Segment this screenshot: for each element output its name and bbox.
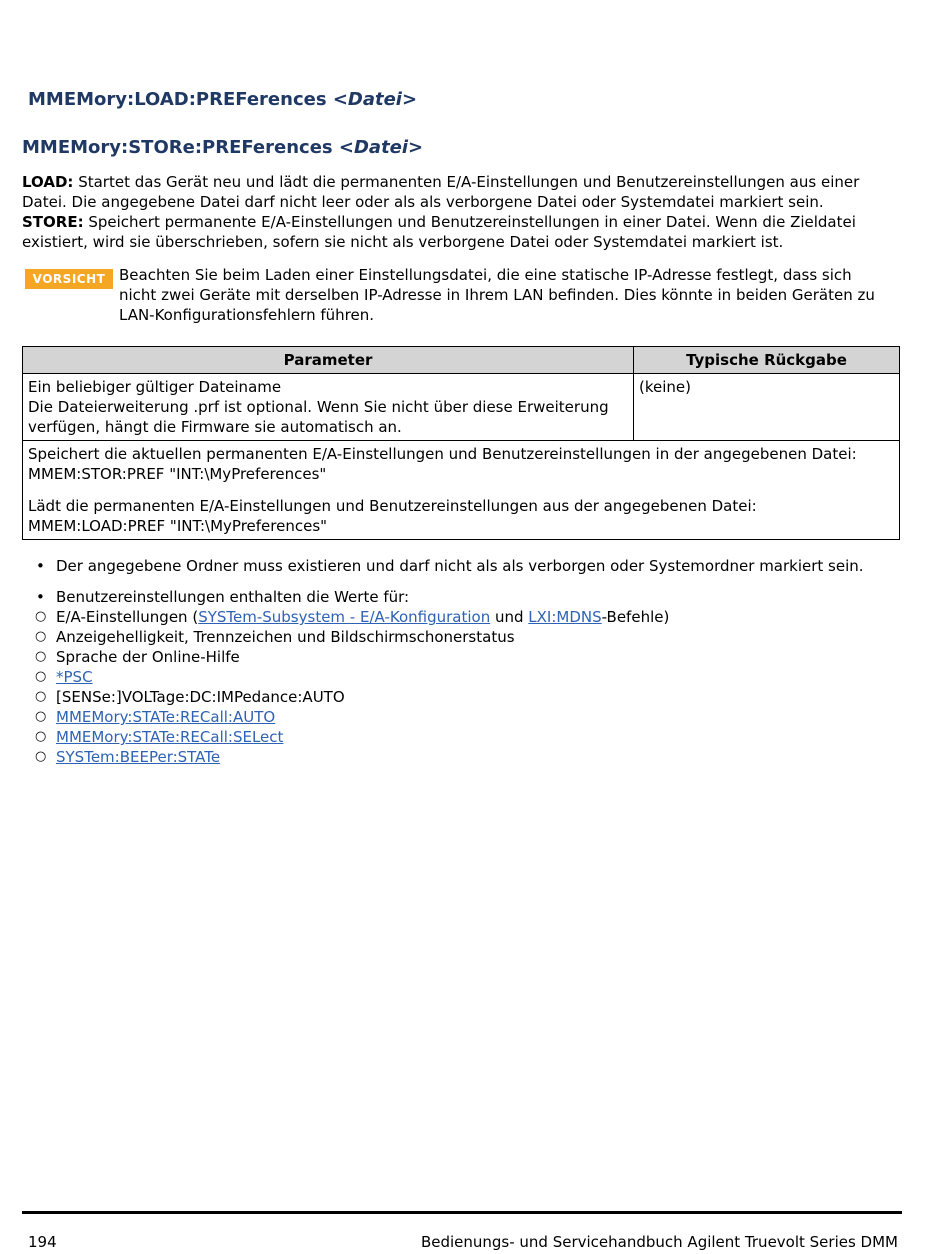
link-mmemory-state-recall-auto[interactable]: MMEMory:STATe:RECall:AUTO	[56, 708, 276, 726]
example-store-desc: Speichert die aktuellen permanenten E/A-Einstellungen und Benutzereinstellungen in der angegebenen Datei:	[28, 445, 857, 463]
table-header-row	[23, 347, 900, 374]
circle-bullet-icon: ○	[35, 609, 47, 624]
header-parameter: Parameter	[23, 347, 634, 374]
store-command-param: <Datei>	[338, 137, 424, 158]
page-number: 194	[28, 1233, 57, 1251]
bullet-text: Benutzereinstellungen enthalten die Werte für:	[56, 588, 410, 606]
link-psc[interactable]: *PSC	[56, 668, 93, 686]
caution-text: Beachten Sie beim Laden einer Einstellungsdatei, die eine statische IP-Adresse festlegt, dass sich nicht zwei Geräte mit derselben IP-Adresse in Ihrem LAN befinden. Dies könnte in beiden Geräten zu LAN-Konfigurationsfehlern führen.	[119, 266, 875, 324]
sub-text: -Befehle)	[601, 608, 670, 626]
example-store-cmd: MMEM:STOR:PREF "INT:\MyPreferences"	[28, 465, 327, 483]
table-row-examples	[23, 441, 900, 540]
bullet-text: Der angegebene Ordner muss existieren und darf nicht als als verborgen oder Systemordner markiert sein.	[56, 557, 864, 575]
heading-load-command	[28, 88, 417, 112]
example-load	[28, 496, 894, 536]
store-description	[22, 212, 907, 252]
sub-list-item	[22, 707, 902, 727]
sub-list-item	[22, 727, 902, 747]
sub-list-item	[22, 647, 902, 667]
sub-text: [SENSe:]VOLTage:DC:IMPedance:AUTO	[56, 688, 345, 706]
example-store	[28, 444, 894, 484]
sub-list-item	[22, 667, 902, 687]
link-system-subsystem-io-config[interactable]: SYSTem-Subsystem - E/A-Konfiguration	[198, 608, 491, 626]
circle-bullet-icon: ○	[35, 749, 47, 764]
list-item	[22, 587, 902, 607]
link-mmemory-state-recall-select[interactable]: MMEMory:STATe:RECall:SELect	[56, 728, 284, 746]
table-row	[23, 374, 900, 441]
link-lxi-mdns[interactable]: LXI:MDNS	[528, 608, 602, 626]
heading-store-command	[22, 136, 423, 160]
load-command-param: <Datei>	[332, 89, 418, 110]
sub-list-item	[22, 627, 902, 647]
footer-divider	[22, 1211, 902, 1214]
examples-cell	[23, 441, 900, 540]
load-text: Startet das Gerät neu und lädt die permanenten E/A-Einstellungen und Benutzereinstellungen aus einer Datei. Die angegebene Datei darf nicht leer oder als als verborgene Datei oder Systemdatei markiert sein.	[22, 173, 860, 211]
circle-bullet-icon: ○	[35, 729, 47, 744]
circle-bullet-icon: ○	[35, 649, 47, 664]
circle-bullet-icon: ○	[35, 709, 47, 724]
header-typical-return: Typische Rückgabe	[634, 347, 900, 374]
sub-text: und	[490, 608, 529, 626]
list-item	[22, 556, 902, 576]
bullet-icon: •	[36, 588, 45, 606]
parameter-cell	[23, 374, 634, 441]
sub-text: Anzeigehelligkeit, Trennzeichen und Bildschirmschonerstatus	[56, 628, 515, 646]
link-system-beeper-state[interactable]: SYSTem:BEEPer:STATe	[56, 748, 221, 766]
circle-bullet-icon: ○	[35, 629, 47, 644]
circle-bullet-icon: ○	[35, 689, 47, 704]
sub-list-item	[22, 747, 902, 767]
caution-badge: VORSICHT	[25, 269, 113, 289]
load-description	[22, 172, 907, 212]
bullet-icon: •	[36, 557, 45, 575]
load-command-text: MMEMory:LOAD:PREFerences	[28, 89, 333, 110]
notes-list	[22, 556, 902, 767]
store-text: Speichert permanente E/A-Einstellungen und Benutzereinstellungen in einer Datei. Wenn die Zieldatei existiert, wird sie überschrieben, sofern sie nicht als verborgene Datei oder Systemdatei markiert ist.	[22, 213, 856, 251]
parameter-table	[22, 346, 900, 540]
parameter-line2: Die Dateierweiterung .prf ist optional. Wenn Sie nicht über diese Erweiterung verfügen, hängt die Firmware sie automatisch an.	[28, 398, 609, 436]
return-cell: (keine)	[634, 374, 900, 441]
circle-bullet-icon: ○	[35, 669, 47, 684]
store-command-text: MMEMory:STORe:PREFerences	[22, 137, 339, 158]
parameter-line1: Ein beliebiger gültiger Dateiname	[28, 378, 282, 396]
example-load-cmd: MMEM:LOAD:PREF "INT:\MyPreferences"	[28, 517, 328, 535]
example-load-desc: Lädt die permanenten E/A-Einstellungen und Benutzereinstellungen aus der angegebenen Datei:	[28, 497, 757, 515]
sub-list-item	[22, 607, 902, 627]
manual-title: Bedienungs- und Servicehandbuch Agilent Truevolt Series DMM	[420, 1233, 898, 1251]
load-label: LOAD:	[22, 173, 74, 191]
sub-list-item	[22, 687, 902, 707]
sub-text: E/A-Einstellungen (	[56, 608, 199, 626]
store-label: STORE:	[22, 213, 84, 231]
sub-text: Sprache der Online-Hilfe	[56, 648, 240, 666]
command-description	[22, 172, 907, 252]
